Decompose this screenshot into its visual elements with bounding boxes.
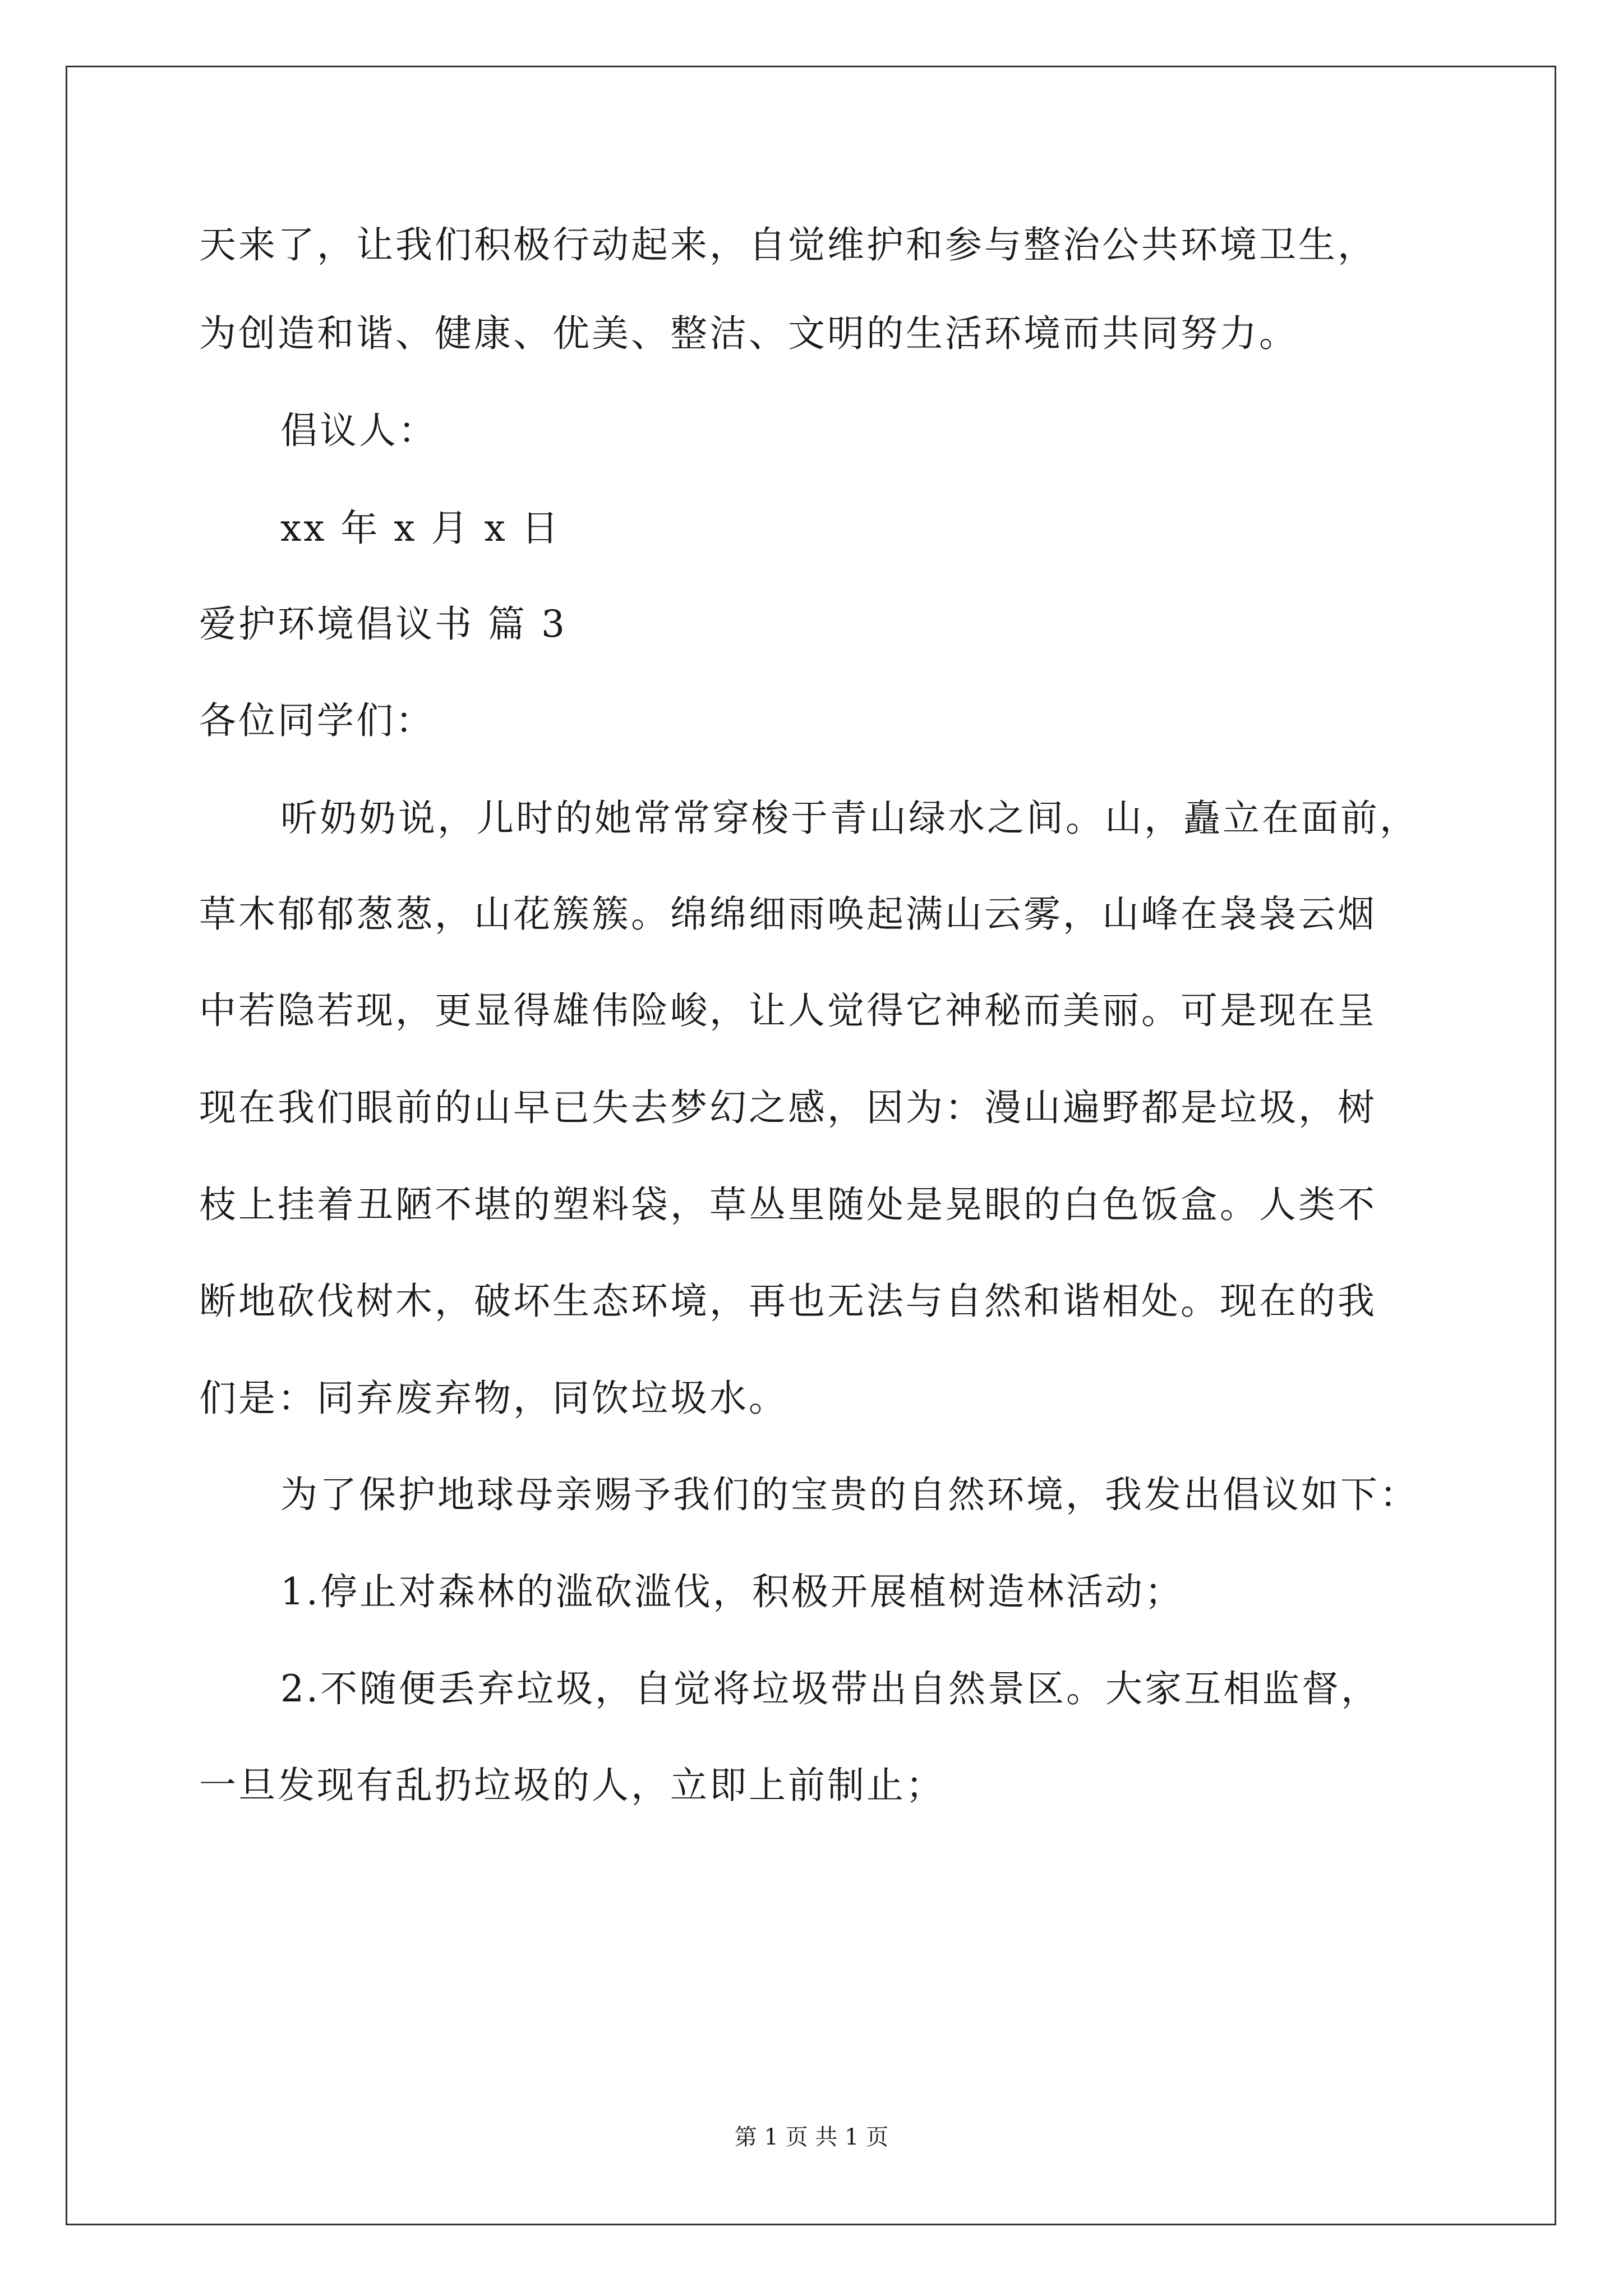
paragraph-line: 天来了，让我们积极行动起来，自觉维护和参与整治公共环境卫生， xyxy=(199,223,1377,266)
paragraph-line: 一旦发现有乱扔垃圾的人，立即上前制止； xyxy=(199,1764,945,1807)
paragraph-line: 为了保护地球母亲赐予我们的宝贵的自然环境，我发出倡议如下： xyxy=(280,1473,1419,1516)
list-item: 2.不随便丢弃垃圾，自觉将垃圾带出自然景区。大家互相监督， xyxy=(280,1667,1380,1710)
paragraph-line: 们是：同弃废弃物，同饮垃圾水。 xyxy=(199,1377,788,1420)
paragraph-line: 听奶奶说，儿时的她常常穿梭于青山绿水之间。山，矗立在面前， xyxy=(280,797,1419,840)
paragraph-line: 草木郁郁葱葱，山花簇簇。绵绵细雨唤起满山云雾，山峰在袅袅云烟 xyxy=(199,892,1377,936)
paragraph-line: 枝上挂着丑陋不堪的塑料袋，草丛里随处是晃眼的白色饭盒。人类不 xyxy=(199,1183,1377,1226)
paragraph-line: 中若隐若现，更显得雄伟险峻，让人觉得它神秘而美丽。可是现在呈 xyxy=(199,989,1377,1032)
list-item: 1.停止对森林的滥砍滥伐，积极开展植树造林活动； xyxy=(280,1570,1184,1613)
page-border xyxy=(66,66,1556,2225)
section-heading: 爱护环境倡议书 篇 3 xyxy=(199,602,567,646)
signature-date: xx 年 x 月 x 日 xyxy=(280,507,561,550)
salutation: 各位同学们： xyxy=(199,699,435,742)
paragraph-line: 现在我们眼前的山早已失去梦幻之感，因为：漫山遍野都是垃圾，树 xyxy=(199,1086,1377,1129)
signature-label: 倡议人： xyxy=(280,409,437,452)
paragraph-line: 断地砍伐树木，破坏生态环境，再也无法与自然和谐相处。现在的我 xyxy=(199,1280,1377,1323)
paragraph-line: 为创造和谐、健康、优美、整洁、文明的生活环境而共同努力。 xyxy=(199,312,1298,355)
page-footer: 第 1 页 共 1 页 xyxy=(734,2124,889,2150)
